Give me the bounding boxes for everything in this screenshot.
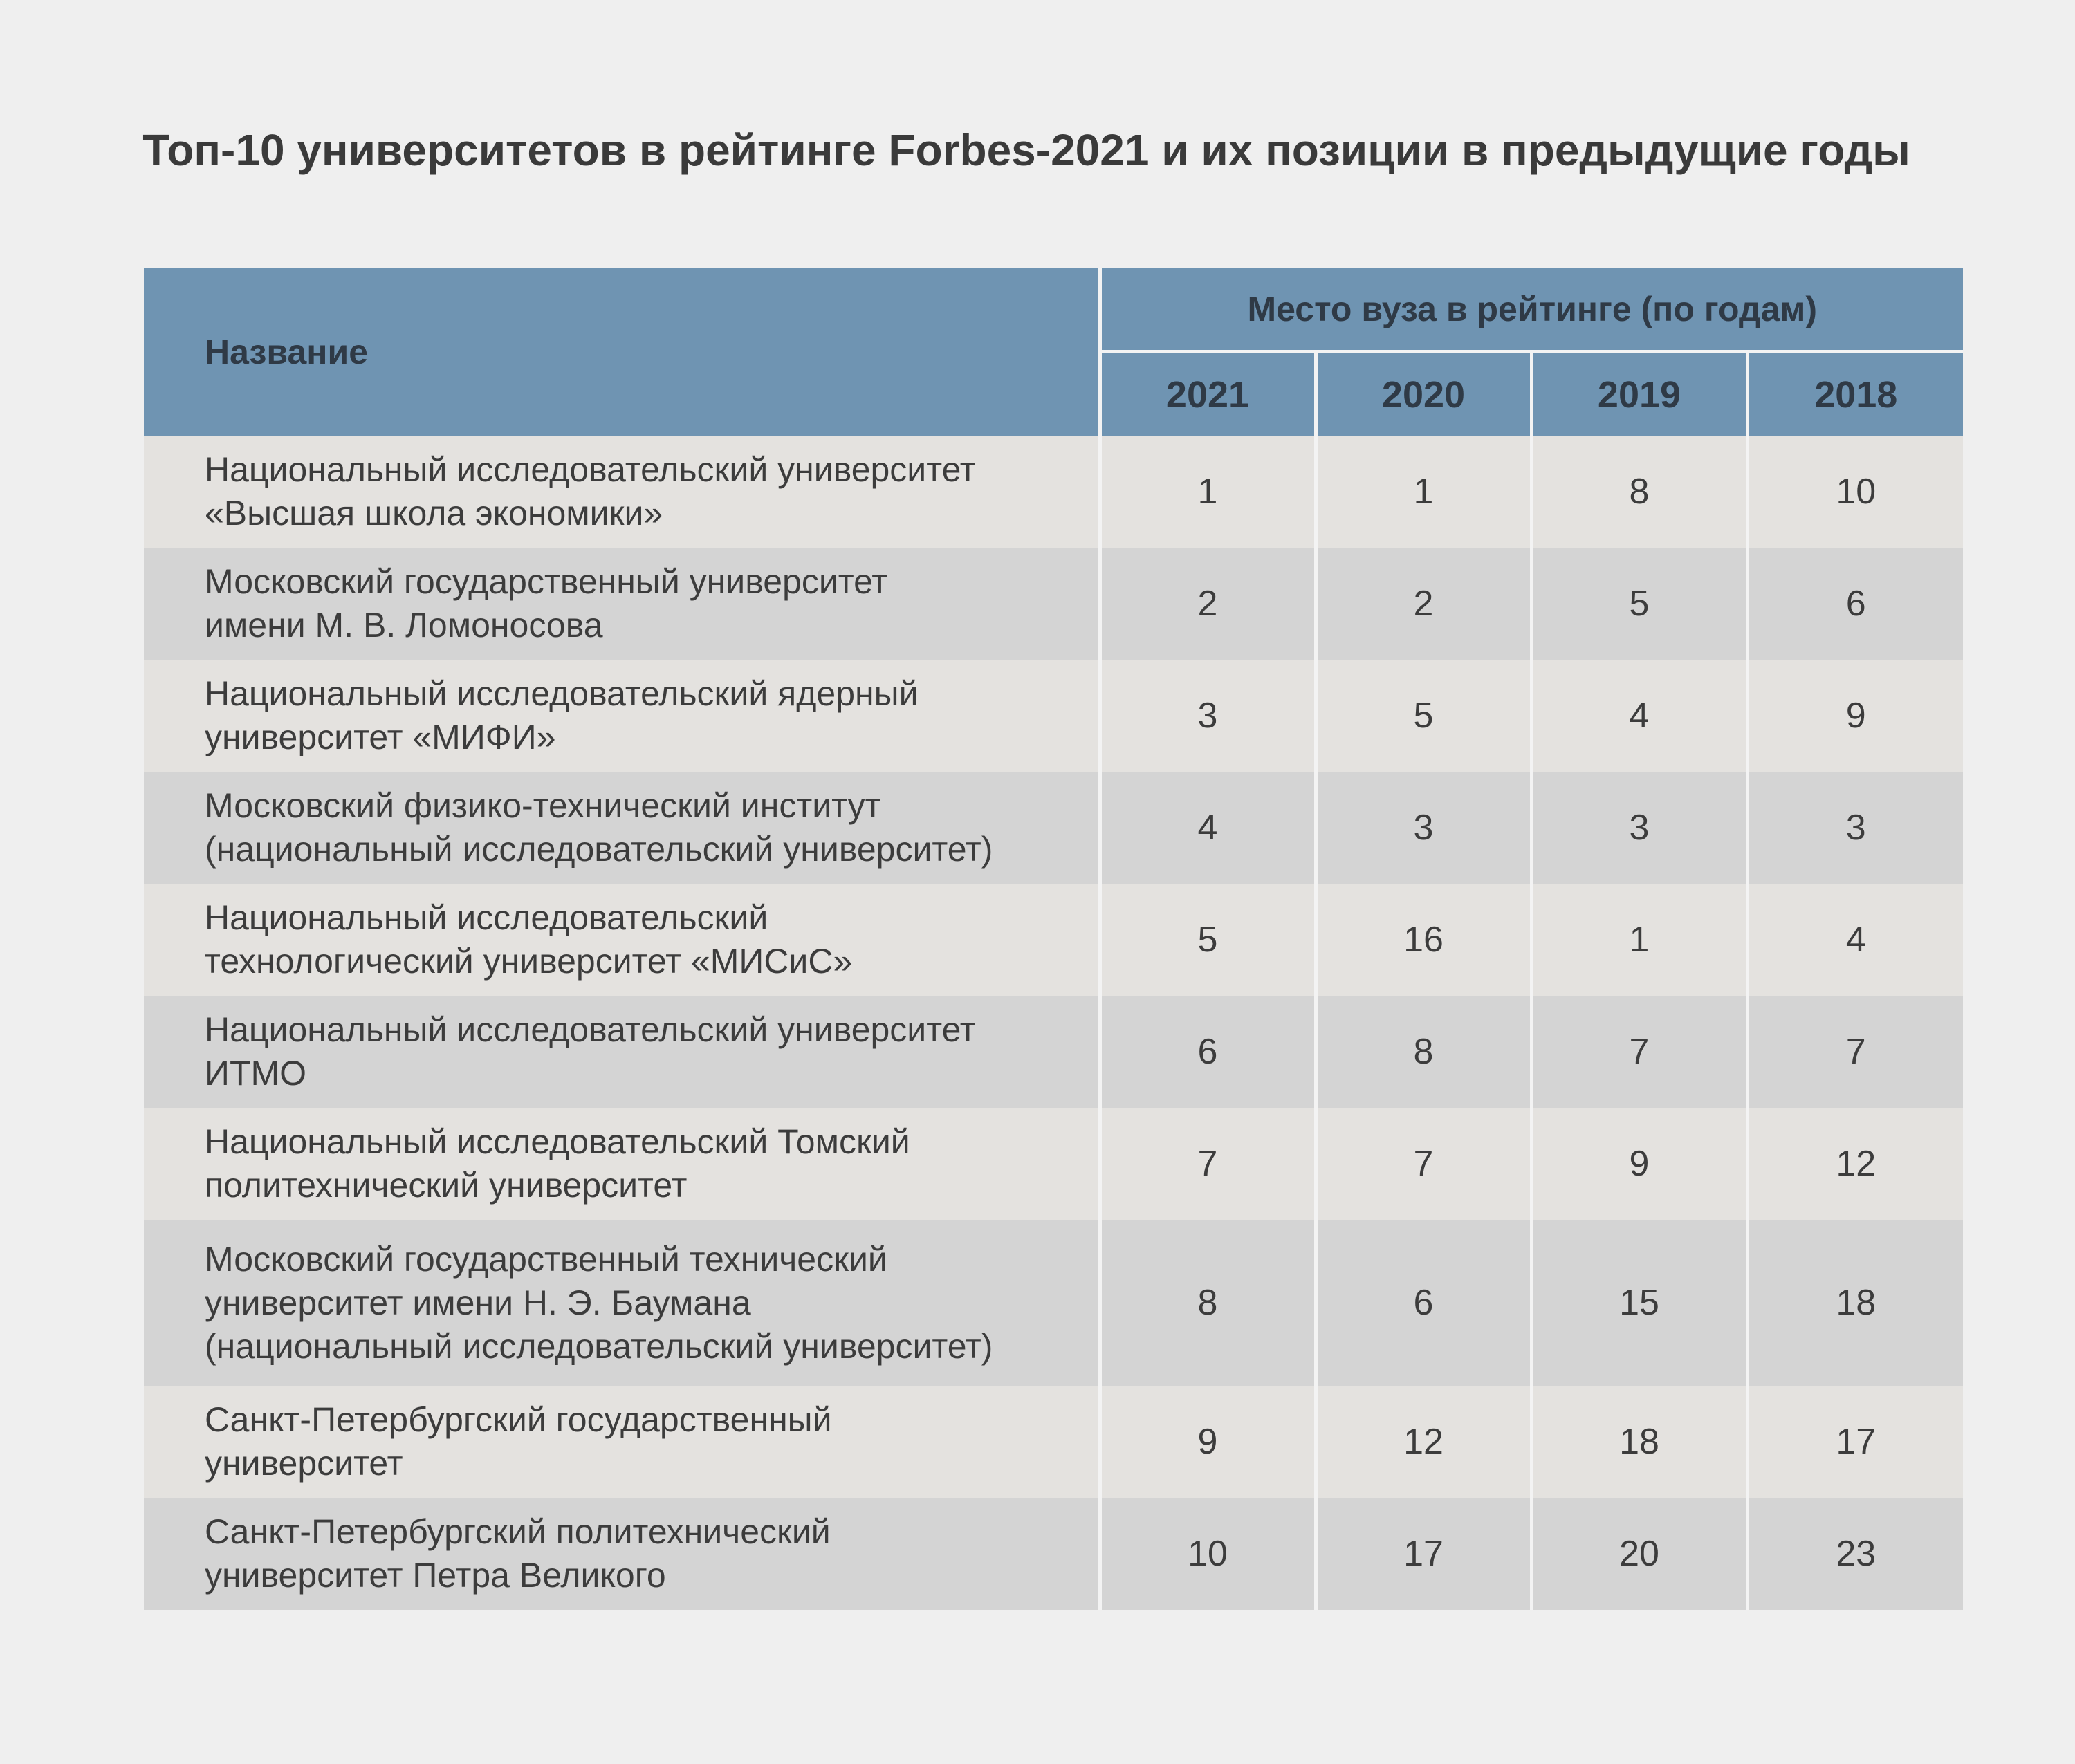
rank-cell-2021: 8: [1100, 1220, 1316, 1386]
rank-cell-2021: 1: [1100, 436, 1316, 548]
university-name-line: «Высшая школа экономики»: [205, 494, 663, 532]
table-row: [144, 884, 1963, 996]
name-column-header: Название: [144, 268, 1100, 436]
rank-cell-2021: 10: [1100, 1498, 1316, 1610]
university-name-line: Московский государственный университет: [205, 562, 888, 601]
university-name-cell: [144, 1498, 1100, 1610]
rank-cell-2019: 9: [1531, 1108, 1747, 1220]
table-row: [144, 436, 1963, 548]
university-name-line: технологический университет «МИСиС»: [205, 942, 853, 981]
university-name-cell: [144, 772, 1100, 884]
rank-cell-2020: 6: [1316, 1220, 1531, 1386]
rank-cell-2020: 2: [1316, 548, 1531, 660]
university-name-line: (национальный исследовательский университет): [205, 1326, 993, 1366]
university-name-line: университет Петра Великого: [205, 1556, 666, 1595]
year-group-header: Место вуза в рейтинге (по годам): [1100, 268, 1963, 352]
university-name-line: университет «МИФИ»: [205, 718, 556, 756]
table-row: [144, 1108, 1963, 1220]
table-row: [144, 1386, 1963, 1498]
rank-cell-2020: 8: [1316, 996, 1531, 1108]
university-name-line: Санкт-Петербургский политехнический: [205, 1512, 831, 1551]
rank-cell-2018: 10: [1747, 436, 1963, 548]
table-row: [144, 548, 1963, 660]
rank-cell-2021: 6: [1100, 996, 1316, 1108]
university-name-line: имени М. В. Ломоносова: [205, 606, 603, 644]
rank-cell-2021: 4: [1100, 772, 1316, 884]
rank-cell-2020: 3: [1316, 772, 1531, 884]
university-name-line: университет имени Н. Э. Баумана: [205, 1283, 751, 1322]
table-header: [144, 268, 1963, 436]
university-name-cell: [144, 884, 1100, 996]
rank-cell-2018: 7: [1747, 996, 1963, 1108]
table-row: [144, 772, 1963, 884]
rank-cell-2018: 4: [1747, 884, 1963, 996]
year-header-2021: 2021: [1100, 352, 1316, 436]
rank-cell-2018: 18: [1747, 1220, 1963, 1386]
university-name-line: политехнический университет: [205, 1166, 688, 1205]
rank-cell-2019: 7: [1531, 996, 1747, 1108]
year-header-2018: 2018: [1747, 352, 1963, 436]
rank-cell-2019: 4: [1531, 660, 1747, 772]
university-name-cell: [144, 996, 1100, 1108]
year-header-2020: 2020: [1316, 352, 1531, 436]
university-name-cell: [144, 436, 1100, 548]
rank-cell-2019: 18: [1531, 1386, 1747, 1498]
university-name-cell: [144, 548, 1100, 660]
university-name-line: Санкт-Петербургский государственный: [205, 1400, 832, 1439]
table-row: [144, 660, 1963, 772]
rank-cell-2018: 3: [1747, 772, 1963, 884]
university-name-line: Национальный исследовательский: [205, 898, 768, 937]
rank-cell-2019: 5: [1531, 548, 1747, 660]
university-name-cell: [144, 1108, 1100, 1220]
university-name-line: Московский физико-технический институт: [205, 786, 881, 825]
rank-cell-2021: 5: [1100, 884, 1316, 996]
rank-cell-2019: 20: [1531, 1498, 1747, 1610]
rank-cell-2019: 8: [1531, 436, 1747, 548]
rank-cell-2020: 1: [1316, 436, 1531, 548]
rank-cell-2021: 2: [1100, 548, 1316, 660]
table-body: [144, 436, 1963, 1610]
university-name-line: университет: [205, 1444, 403, 1483]
rank-cell-2018: 23: [1747, 1498, 1963, 1610]
rank-cell-2018: 12: [1747, 1108, 1963, 1220]
ranking-table-container: [144, 268, 1963, 1603]
ranking-table: [144, 268, 1963, 1610]
rank-cell-2020: 16: [1316, 884, 1531, 996]
rank-cell-2018: 9: [1747, 660, 1963, 772]
university-name-line: Национальный исследовательский университет: [205, 1010, 976, 1049]
rank-cell-2021: 3: [1100, 660, 1316, 772]
university-name-line: Национальный исследовательский ядерный: [205, 674, 919, 713]
rank-cell-2021: 9: [1100, 1386, 1316, 1498]
university-name-cell: [144, 1386, 1100, 1498]
university-name-cell: [144, 660, 1100, 772]
university-name-line: Московский государственный технический: [205, 1239, 887, 1279]
rank-cell-2019: 15: [1531, 1220, 1747, 1386]
year-header-2019: 2019: [1531, 352, 1747, 436]
rank-cell-2019: 3: [1531, 772, 1747, 884]
university-name-line: Национальный исследовательский университет: [205, 450, 976, 489]
university-name-cell: [144, 1220, 1100, 1386]
rank-cell-2018: 17: [1747, 1386, 1963, 1498]
rank-cell-2020: 12: [1316, 1386, 1531, 1498]
university-name-line: (национальный исследовательский университет): [205, 830, 993, 869]
page-title: Топ-10 университетов в рейтинге Forbes-2021 и их позиции в предыдущие годы: [142, 125, 1910, 175]
rank-cell-2020: 5: [1316, 660, 1531, 772]
rank-cell-2018: 6: [1747, 548, 1963, 660]
table-row: [144, 1220, 1963, 1386]
table-row: [144, 996, 1963, 1108]
rank-cell-2020: 7: [1316, 1108, 1531, 1220]
rank-cell-2021: 7: [1100, 1108, 1316, 1220]
university-name-line: Национальный исследовательский Томский: [205, 1122, 910, 1161]
university-name-line: ИТМО: [205, 1054, 307, 1093]
rank-cell-2019: 1: [1531, 884, 1747, 996]
rank-cell-2020: 17: [1316, 1498, 1531, 1610]
table-row: [144, 1498, 1963, 1610]
